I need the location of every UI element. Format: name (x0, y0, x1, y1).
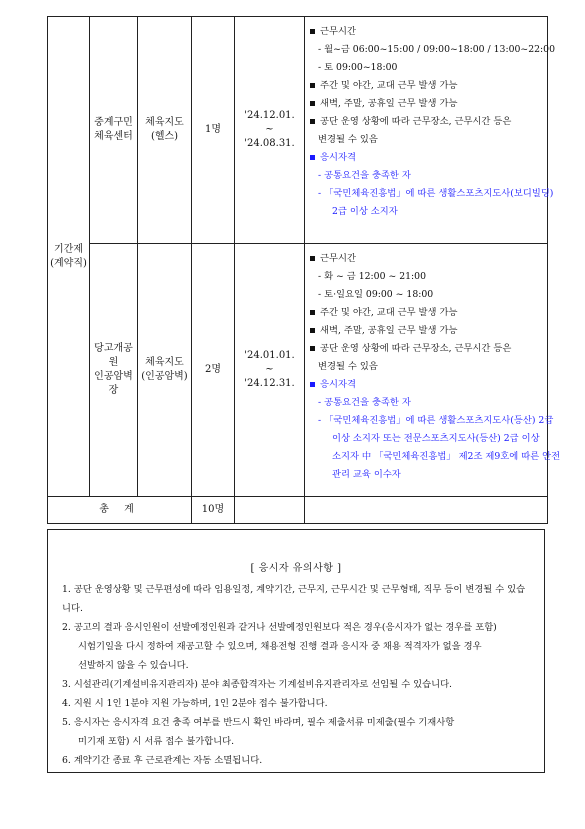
condition-text: 새벽, 주말, 공휴일 근무 발생 가능 (320, 325, 458, 336)
condition-line (310, 286, 543, 304)
applicant-notice (47, 529, 545, 773)
empty-cell (305, 497, 548, 524)
place-line: 중계구민 (94, 117, 133, 128)
period-sep: ~ (265, 364, 274, 375)
condition-line (310, 185, 554, 203)
condition-line (310, 466, 543, 484)
notice-item: 시험기일을 다시 정하여 재공고할 수 있으며, 채용전형 진행 결과 응시자 중 채용 적격자가 없을 경우 (78, 641, 482, 652)
notice-item: 4. 지원 시 1인 1분야 지원 가능하며, 1인 2분야 접수 불가합니다. (62, 698, 328, 709)
notice-item: 5. 응시자는 응시자격 요건 충족 여부를 반드시 확인 바라며, 필수 제출서류 미제출(필수 기재사항 (62, 717, 455, 728)
condition-line (310, 394, 543, 412)
empty-cell (235, 497, 305, 524)
bullet-square-icon (310, 256, 315, 261)
condition-text: 근무시간 (320, 26, 356, 37)
condition-text: 소지자 中 「국민체육진흥법」 제2조 제9호에 따른 안전 (332, 451, 561, 462)
bullet-square-icon (310, 310, 315, 315)
condition-line (310, 448, 561, 466)
conditions-cell (305, 17, 556, 244)
condition-line (310, 268, 543, 286)
place-cell (90, 244, 138, 497)
condition-text: 주간 및 야간, 교대 근무 발생 가능 (320, 80, 458, 91)
condition-line (310, 149, 543, 167)
notice-item: 3. 시설관리(기계설비유지관리자) 분야 최종합격자는 기계설비유지관리자로 선임될 수 있습니다. (62, 679, 453, 690)
condition-text: 응시자격 (320, 379, 356, 390)
condition-text: 새벽, 주말, 공휴일 근무 발생 가능 (320, 98, 458, 109)
role-cell (138, 17, 192, 244)
condition-text: 응시자격 (320, 152, 356, 163)
condition-line (310, 59, 543, 77)
place-cell (90, 17, 138, 244)
notice-item: 1. 공단 운영상황 및 근무편성에 따라 임용일정, 계약기간, 근무지, 근무시간 및 근무형태, 직무 등이 변경될 수 있습니다. (62, 584, 526, 614)
role-cell (138, 244, 192, 497)
total-count: 10명 (192, 497, 235, 524)
condition-text: 관리 교육 이수자 (332, 469, 401, 480)
condition-line (310, 95, 543, 113)
condition-text: 공단 운영 상황에 따라 근무장소, 근무시간 등은 (320, 343, 512, 354)
employment-type-sub: (계약직) (50, 257, 87, 269)
condition-line (310, 41, 556, 59)
period-sep: ~ (265, 124, 274, 135)
condition-text: - 「국민체육진흥법」에 따른 생활스포츠지도사(보디빌딩) (318, 188, 554, 199)
condition-line (310, 113, 543, 131)
bullet-square-icon (310, 29, 315, 34)
condition-text: - 토 09:00~18:00 (318, 62, 398, 73)
total-label: 총 계 (48, 497, 192, 524)
condition-line (310, 322, 543, 340)
condition-text: - 토·일요일 09:00 ~ 18:00 (318, 289, 434, 300)
period-end: '24.08.31. (244, 138, 295, 149)
condition-text: 변경될 수 있음 (318, 361, 378, 372)
condition-text: 주간 및 야간, 교대 근무 발생 가능 (320, 307, 458, 318)
condition-text: 공단 운영 상황에 따라 근무장소, 근무시간 등은 (320, 116, 512, 127)
condition-text: - 월~금 06:00~15:00 / 09:00~18:00 / 13:00~22:00 (318, 44, 556, 55)
condition-text: - 공통요건을 충족한 자 (318, 170, 411, 181)
notice-item: 선발하지 않을 수 있습니다. (78, 660, 189, 671)
condition-text: 근무시간 (320, 253, 356, 264)
condition-line (310, 131, 543, 149)
condition-line (310, 167, 543, 185)
notice-title: [ 응시자 유의사항 ] (250, 563, 342, 574)
place-line: 체육센터 (94, 131, 133, 142)
condition-line (310, 430, 543, 448)
condition-text: 2급 이상 소지자 (332, 206, 398, 217)
notice-item: 6. 계약기간 종료 후 근로관계는 자동 소멸됩니다. (62, 755, 263, 766)
notice-item: 2. 공고의 결과 응시인원이 선발예정인원과 같거나 선발예정인원보다 적은 경우(응시자가 없는 경우를 포함) (62, 622, 497, 633)
conditions-cell (305, 244, 561, 497)
headcount: 2명 (192, 244, 235, 497)
condition-line (310, 23, 543, 41)
condition-text: 이상 소지자 또는 전문스포츠지도사(등산) 2급 이상 (332, 433, 540, 444)
period-start: '24.12.01. (244, 110, 295, 121)
bullet-square-icon (310, 382, 315, 387)
role-line: 체육지도 (145, 117, 184, 128)
condition-line (310, 412, 554, 430)
condition-line (310, 203, 543, 221)
notice-item: 미기재 포함) 시 서류 접수 불가합니다. (78, 736, 235, 747)
total-row (48, 497, 548, 524)
period-cell (235, 17, 305, 244)
notice-list (62, 580, 532, 770)
condition-text: - 「국민체육진흥법」에 따른 생활스포츠지도사(등산) 2급 (318, 415, 554, 426)
role-line: (인공암벽) (141, 371, 188, 382)
recruitment-table (47, 16, 561, 524)
table-row (48, 17, 548, 244)
bullet-square-icon (310, 328, 315, 333)
place-line: 당고개공원 (94, 343, 133, 368)
bullet-square-icon (310, 83, 315, 88)
period-end: '24.12.31. (244, 378, 295, 389)
period-cell (235, 244, 305, 497)
place-line: 인공암벽장 (94, 371, 133, 396)
employment-type-cell (48, 17, 90, 497)
condition-line (310, 250, 543, 268)
table-row (48, 244, 548, 497)
headcount: 1명 (192, 17, 235, 244)
condition-line (310, 340, 543, 358)
condition-text: 변경될 수 있음 (318, 134, 378, 145)
role-line: 체육지도 (145, 357, 184, 368)
bullet-square-icon (310, 155, 315, 160)
condition-text: - 화 ~ 금 12:00 ~ 21:00 (318, 271, 426, 282)
condition-line (310, 358, 543, 376)
employment-type: 기간제 (54, 243, 83, 255)
condition-text: - 공통요건을 충족한 자 (318, 397, 411, 408)
bullet-square-icon (310, 101, 315, 106)
bullet-square-icon (310, 119, 315, 124)
role-line: (헬스) (150, 131, 179, 142)
condition-line (310, 376, 543, 394)
condition-line (310, 304, 543, 322)
bullet-square-icon (310, 346, 315, 351)
condition-line (310, 77, 543, 95)
period-start: '24.01.01. (244, 350, 295, 361)
